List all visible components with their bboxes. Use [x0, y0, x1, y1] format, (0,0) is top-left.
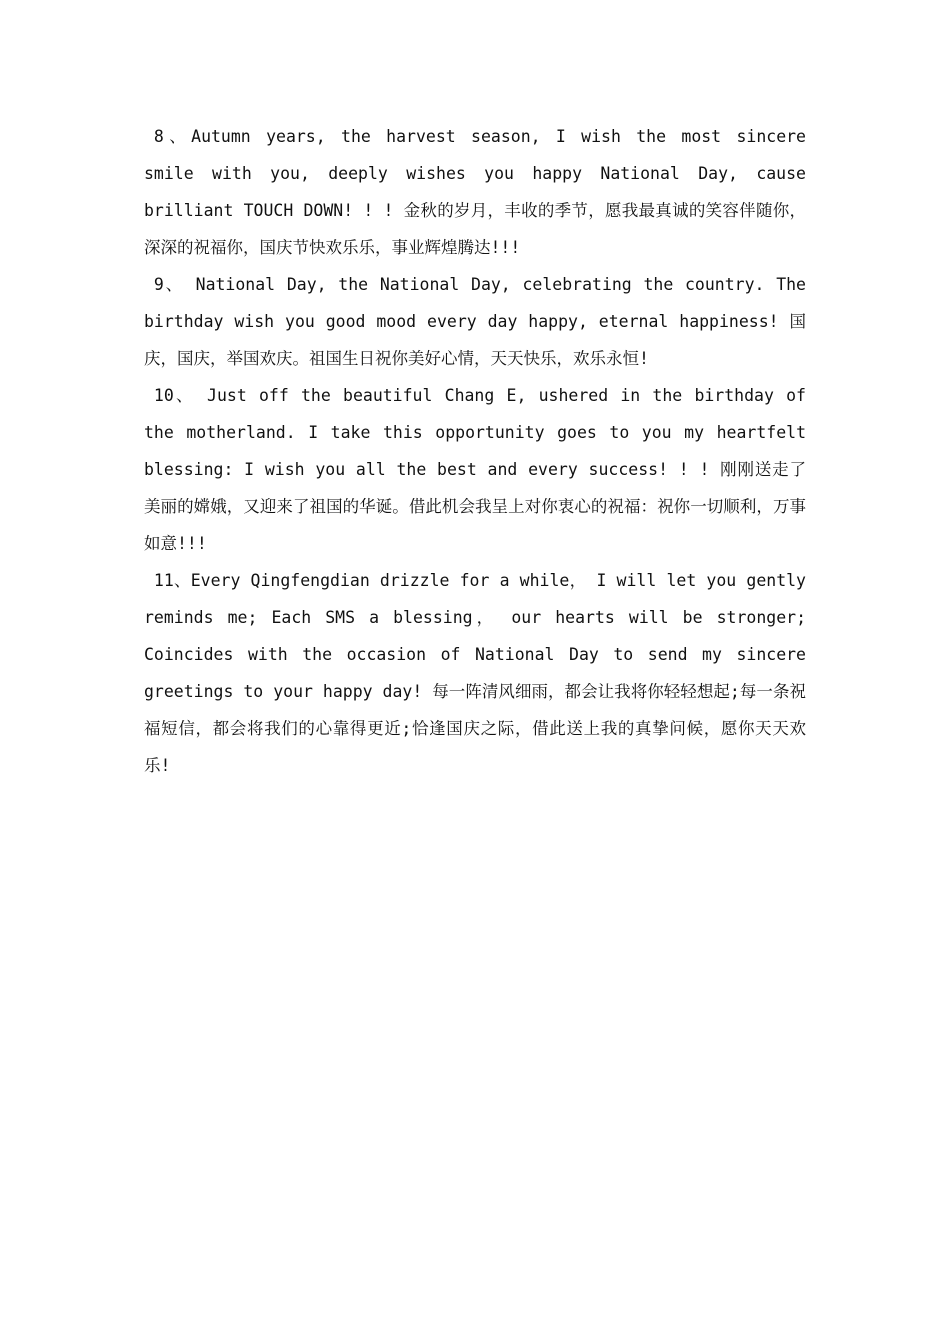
paragraph-9: 9、 National Day, the National Day, celebrating the country. The birthday wish you good mood every day happy, eternal happiness! 国庆，国庆，举国欢庆。祖国生日祝你美好心情，天天快乐，欢乐永恒! — [144, 275, 806, 368]
paragraph-10: 10、 Just off the beautiful Chang E, ushered in the birthday of the motherland. I take this opportunity goes to you my heartfelt blessing: I wish you all the best and every success! ! ! 刚刚送走了美丽的嫦娥，又迎来了祖国的华诞。借此机会我呈上对你衷心的祝福：祝你一切顺利，万事如意!!! — [144, 386, 806, 553]
document-page — [144, 118, 806, 784]
paragraph-11: 11、Every Qingfengdian drizzle for a while， I will let you gently reminds me; Each SMS a blessing， our hearts will be stronger; Coincides with the occasion of National Day to send my sincere greetings to your happy day! 每一阵清风细雨，都会让我将你轻轻想起;每一条祝福短信，都会将我们的心靠得更近;恰逢国庆之际，借此送上我的真挚问候，愿你天天欢乐! — [144, 571, 806, 775]
paragraph-8: 8、Autumn years, the harvest season, I wish the most sincere smile with you, deeply wishes you happy National Day, cause brilliant TOUCH DOWN! ! ! 金秋的岁月，丰收的季节，愿我最真诚的笑容伴随你，深深的祝福你，国庆节快欢乐乐，事业辉煌腾达!!! — [144, 127, 806, 257]
